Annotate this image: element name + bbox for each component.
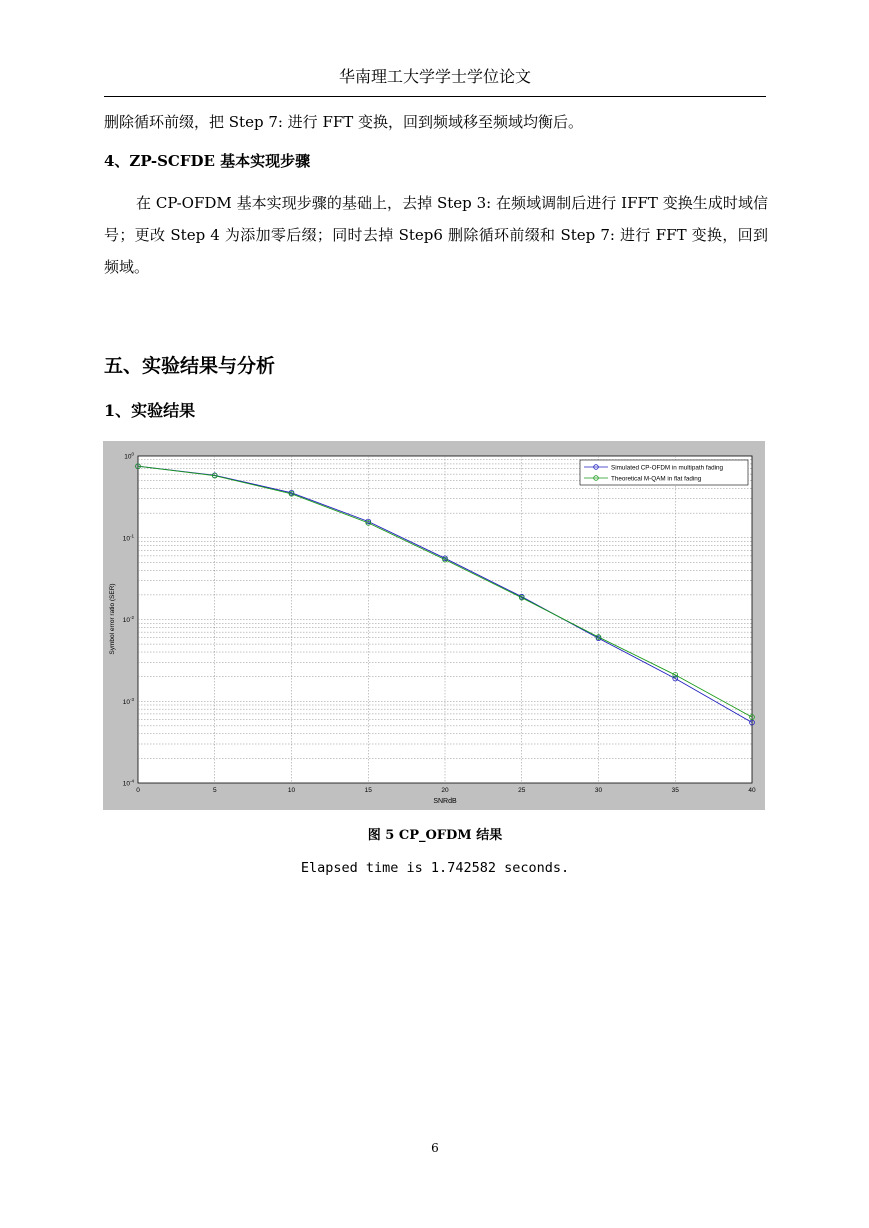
y-tick-label: $10^{-4}$ <box>122 778 134 788</box>
y-tick-exponent: 0 <box>131 451 134 457</box>
paragraph-2: 在 CP-OFDM 基本实现步骤的基础上，去掉 Step 3: 在频域调制后进行 IFFT 变换生成时域信号；更改 Step 4 为添加零后缀；同时去掉 Step6 删除循环前缀和 Step 7: 进行 FFT 变换，回到频域。 <box>104 194 768 276</box>
paragraph-1: 删除循环前缀，把 Step 7: 进行 FFT 变换，回到频域移至频域均衡后。 <box>104 113 584 131</box>
y-tick-label: $10^{-3}$ <box>122 696 134 706</box>
x-tick-label: 20 <box>441 787 449 794</box>
x-tick-label: 30 <box>594 787 603 794</box>
y-tick-exponent: -3 <box>129 696 134 702</box>
header-rule <box>104 96 766 97</box>
page-number: 6 <box>431 1141 439 1155</box>
elapsed-time-output: Elapsed time is 1.742582 seconds. <box>300 860 570 876</box>
x-tick-label: 0 <box>136 787 140 794</box>
matlab-figure <box>103 441 765 810</box>
legend <box>580 460 748 485</box>
y-tick-label: $10^{-1}$ <box>122 533 134 543</box>
heading-zp-scfde: 4、ZP-SCFDE 基本实现步骤 <box>104 152 311 170</box>
x-tick-label: 35 <box>671 787 679 794</box>
x-tick-label: 15 <box>364 787 372 794</box>
ser-chart <box>103 441 765 810</box>
x-tick-label: 25 <box>518 787 526 794</box>
x-axis-label: SNRdB <box>433 798 457 805</box>
x-tick-label: 5 <box>212 787 217 794</box>
y-tick-label: $10^{-2}$ <box>122 615 134 624</box>
y-axis-label: Symbol error ratio (SER) <box>109 583 116 655</box>
legend-label-simulated: Simulated CP-OFDM in multipath fading <box>611 464 723 472</box>
y-tick-exponent: -2 <box>129 615 134 620</box>
subsection-heading: 1、实验结果 <box>104 401 196 420</box>
y-tick-exponent: -1 <box>129 533 134 539</box>
page-header: 华南理工大学学士学位论文 <box>338 67 531 86</box>
legend-label-theoretical: Theoretical M-QAM in flat fading <box>611 475 702 483</box>
x-tick-label: 10 <box>287 787 296 794</box>
y-tick-label: $10^0$ <box>124 451 134 461</box>
section-heading: 五、实验结果与分析 <box>104 355 276 377</box>
figure-caption: 图 5 CP_OFDM 结果 <box>367 828 503 843</box>
x-tick-label: 40 <box>748 787 756 794</box>
y-tick-exponent: -4 <box>129 778 134 784</box>
